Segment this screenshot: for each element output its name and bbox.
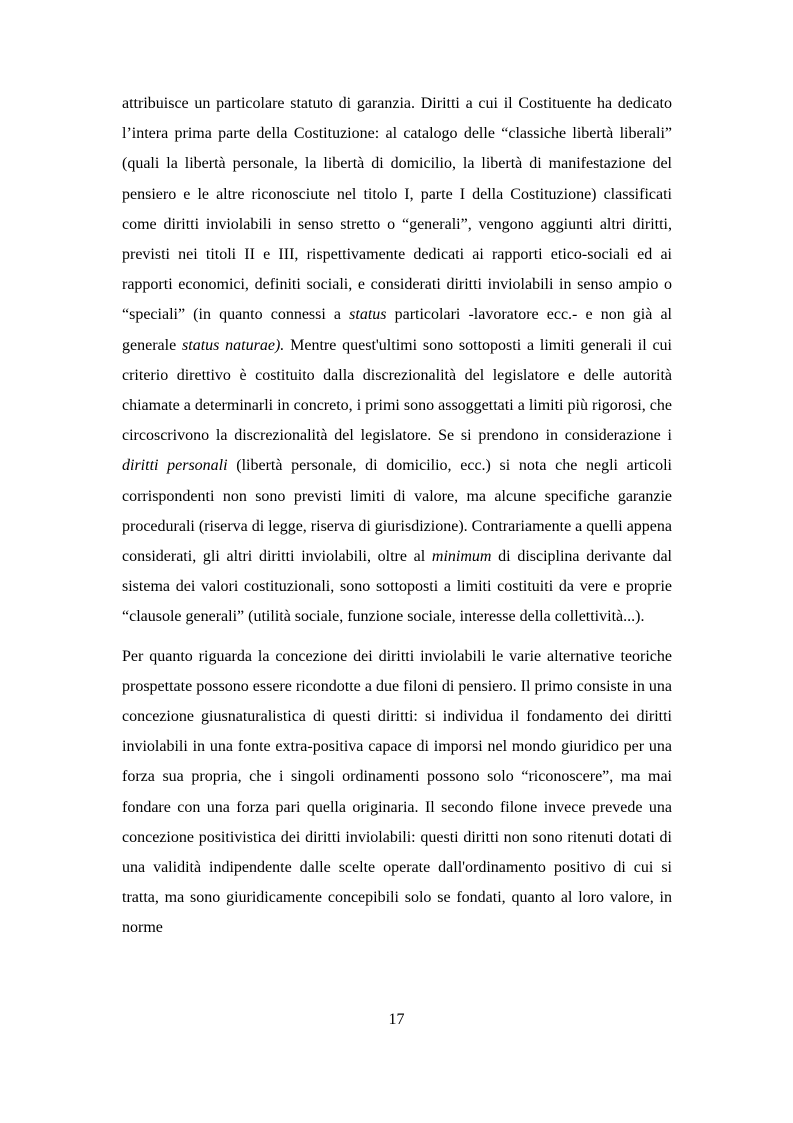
text-span: Per quanto riguarda la concezione dei diritti inviolabili le varie alternative teoriche prospettate possono essere ricondotte a due filoni di pensiero. Il primo consiste in una concezione giusnaturalistica di questi diritti: si individua il fondamento dei diritti inviolabili in una fonte extra-positiva capace di imporsi nel mondo giuridico per una forza sua propria, che i singoli ordinamenti possono solo “riconoscere”, ma mai fondare con una forza pari quella originaria. Il secondo filone invece prevede una concezione positivistica dei diritti inviolabili: questi diritti non sono ritenuti dotati di una validità indipendente dalle scelte operate dall'ordinamento positivo di cui si tratta, ma sono giuridicamente concepibili solo se fondati, quanto al loro valore, in norme bbox=[122, 647, 672, 937]
italic-span: status naturae). bbox=[182, 336, 285, 354]
paragraph-1 bbox=[122, 89, 672, 633]
text-span: di disciplina derivante dal sistema dei valori costituzionali, sono sottoposti a limiti costituiti da vere e proprie “clausole generali” (utilità sociale, funzione sociale, interesse della collettività...). bbox=[122, 548, 672, 626]
text-span: (libertà personale, di domicilio, ecc.) si nota che negli articoli corrispondenti non sono previsti limiti di valore, ma alcune specifiche garanzie procedurali (riserva di legge, riserva di giurisdizione). Contrariamente a quelli appena considerati, gli altri diritti inviolabili, oltre al bbox=[122, 457, 673, 566]
text-span: attribuisce un particolare statuto di garanzia. Diritti a cui il Costituente ha dedicato l’intera prima parte della Costituzione: al catalogo delle “classiche libertà liberali” (quali la libertà personale, la libertà di domicilio, la libertà di manifestazione del pensiero e le altre riconosciute nel titolo I, parte I della Costituzione) classificati come diritti inviolabili in senso stretto o “generali”, vengono aggiunti altri diritti, previsti nei titoli II e III, rispettivamente dedicati ai rapporti etico-sociali ed ai rapporti economici, definiti sociali, e considerati diritti inviolabili in senso ampio o “speciali” (in quanto connessi a bbox=[122, 95, 672, 324]
text-span: Mentre quest'ultimi sono sottoposti a limiti generali il cui criterio direttivo è costituito dalla discrezionalità del legislatore e delle autorità chiamate a determinarli in concreto, i primi sono assoggettati a limiti più rigorosi, che circoscrivono la discrezionalità del legislatore. Se si prendono in considerazione i bbox=[122, 336, 673, 445]
text-span: particolari -lavoratore ecc.- e non già al generale bbox=[122, 306, 672, 354]
italic-span: diritti personali bbox=[122, 457, 228, 475]
paragraph-2 bbox=[122, 642, 672, 944]
italic-span: minimum bbox=[431, 548, 492, 566]
body-text bbox=[122, 89, 672, 944]
italic-span: status bbox=[349, 306, 387, 324]
page-number: 17 bbox=[388, 1011, 405, 1028]
